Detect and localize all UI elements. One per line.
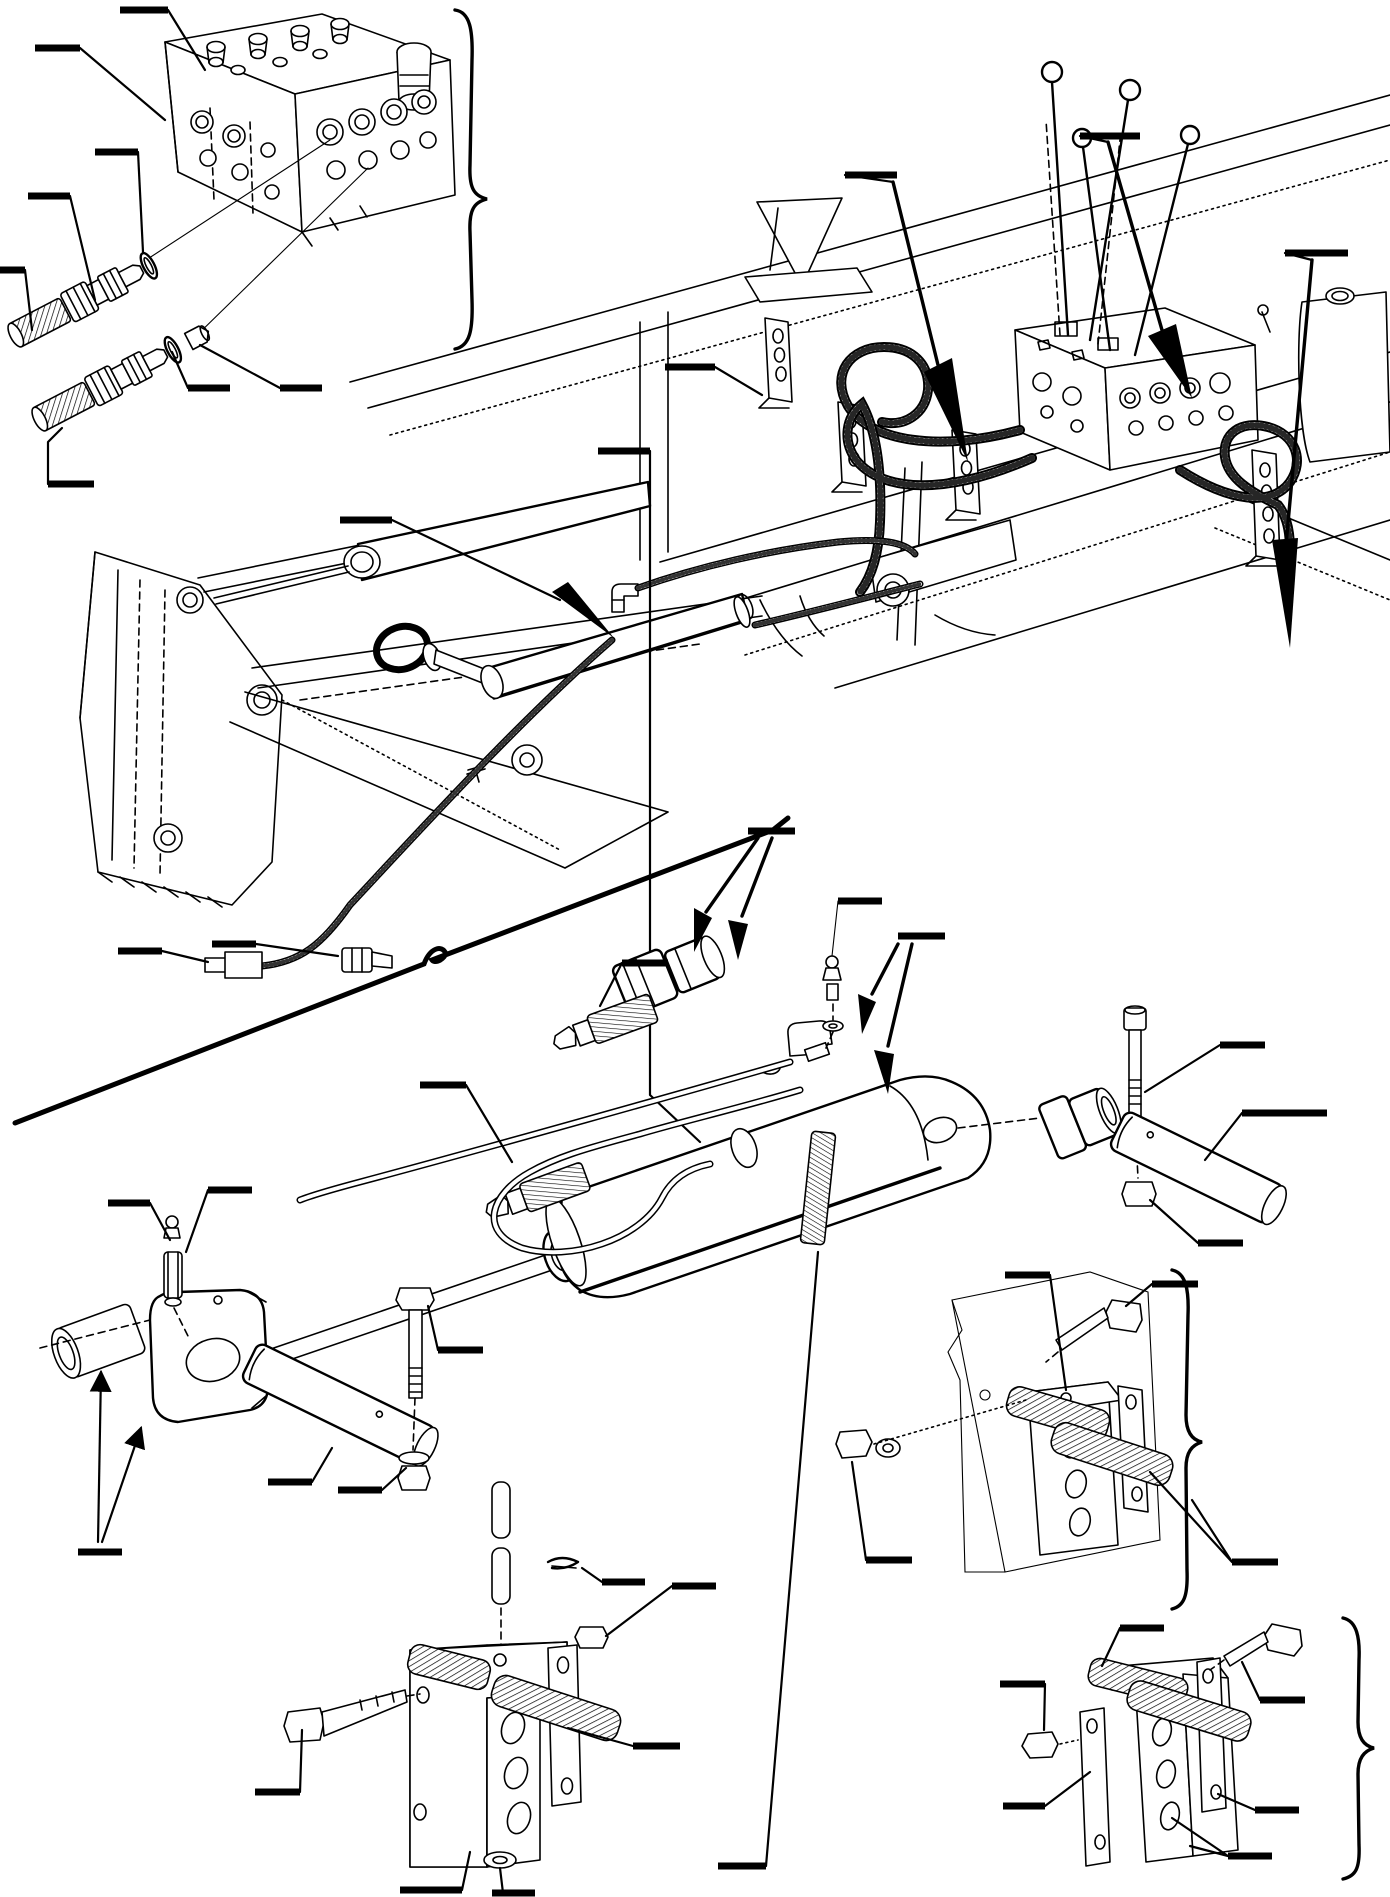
callout-tag [492, 1868, 535, 1893]
retainer-strap-left [1080, 1708, 1110, 1866]
small-fitting [1258, 305, 1270, 332]
pivot-pin-right [1108, 1110, 1291, 1228]
section-control-valve-and-fittings [0, 10, 487, 484]
callout-tag [186, 1190, 252, 1252]
hose-end-fitting [342, 948, 392, 972]
boom-cylinder [198, 482, 650, 604]
elbow-fitting [612, 584, 638, 612]
callout-tag [118, 951, 208, 962]
pointer-arrow [728, 838, 772, 960]
guarded-hose-fitting-1 [549, 993, 659, 1057]
a-frame-tower [80, 552, 282, 907]
callout-tag [48, 428, 94, 484]
callout-tag [338, 1468, 406, 1490]
callout-tag [665, 367, 762, 395]
section-clamp-bracket-middle [836, 1270, 1278, 1609]
pointer-arrow [874, 944, 912, 1094]
control-levers [1042, 62, 1199, 355]
callout-tag [845, 175, 897, 182]
section-exploded-cylinder [40, 831, 1327, 1866]
callout-tag [1150, 1472, 1278, 1562]
washer [484, 1852, 516, 1868]
hose-fitting-stack-2 [28, 317, 216, 436]
hex-nut [575, 1627, 608, 1648]
grouping-brace-top-left [455, 10, 487, 349]
callout-tag [268, 1448, 332, 1482]
hex-bolt [1210, 1624, 1302, 1670]
callout-tag [1285, 253, 1348, 260]
rod-clevis [40, 1290, 268, 1422]
section-clamp-bracket-left [255, 1482, 716, 1893]
pointer-arrow [858, 944, 898, 1034]
callout-tag [832, 901, 882, 956]
seat-bracket [745, 198, 872, 302]
callout-tag [582, 1568, 645, 1582]
callout-tag [852, 1462, 912, 1560]
hex-nut [836, 1430, 872, 1458]
filler-cap [1326, 288, 1354, 304]
callout-tag [35, 48, 165, 120]
callout-tag [1205, 1113, 1327, 1160]
callout-tag [95, 152, 143, 252]
section-clamp-bracket-right [1000, 1618, 1374, 1879]
thin-arrow-pair [98, 1372, 141, 1542]
cone-plug [185, 323, 213, 349]
assembly-axis [1060, 1740, 1078, 1744]
callout-tag [1005, 1275, 1066, 1390]
callout-tag [200, 345, 322, 388]
control-valve-block [165, 14, 455, 246]
callout-tag [606, 1586, 716, 1636]
clevis-bushing [46, 1303, 146, 1382]
callout-tag [1003, 1772, 1090, 1806]
grouping-brace-middle [1172, 1270, 1202, 1609]
cotter-pin [548, 1558, 578, 1568]
grouping-brace-bottom-right [1343, 1618, 1374, 1879]
callout-tag [1145, 1045, 1265, 1092]
hex-nut [1022, 1732, 1058, 1758]
hose-elbow-end [205, 952, 262, 978]
callout-tag [1000, 1684, 1045, 1730]
callout-tag [718, 1252, 818, 1866]
hose-fitting-stack-1 [4, 249, 162, 352]
washer [399, 1452, 429, 1464]
lock-nut [1122, 1182, 1156, 1206]
callout-tag [428, 1306, 483, 1350]
callout-tag [108, 1203, 170, 1240]
roll-pins [492, 1482, 510, 1650]
washer-ring [512, 745, 542, 775]
hex-bolt [284, 1690, 420, 1742]
callout-tag [1242, 1662, 1305, 1700]
retaining-bolt-right [1122, 1006, 1156, 1206]
assembly-axis [874, 1400, 1026, 1444]
